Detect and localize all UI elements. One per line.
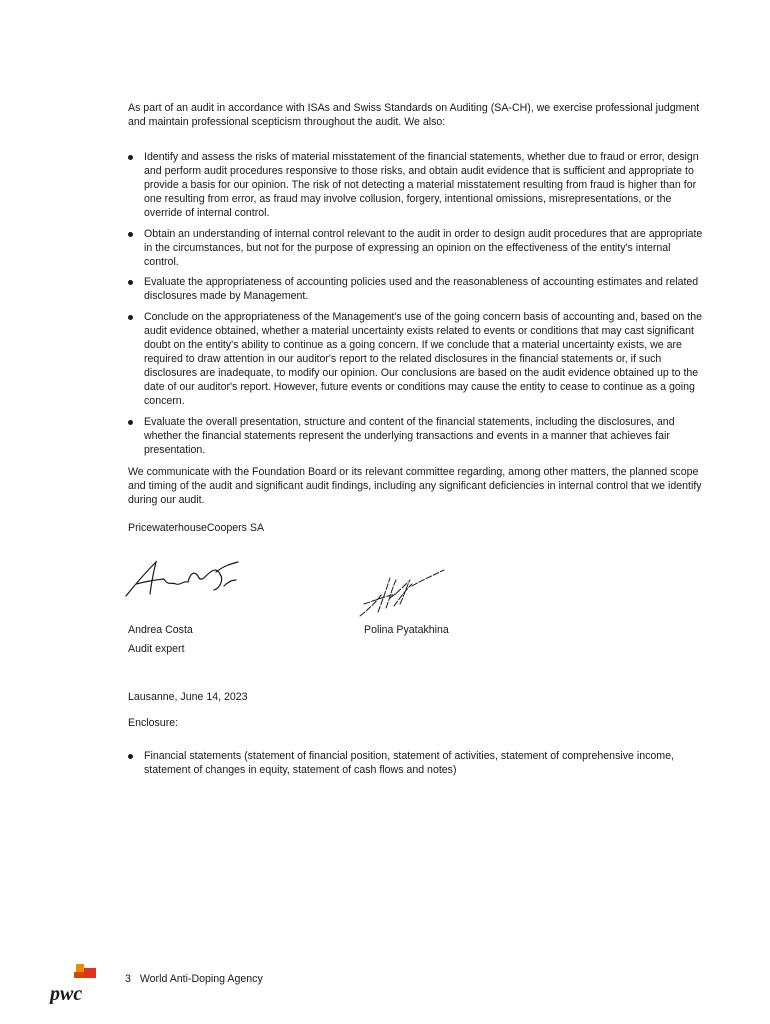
bullet-text: Evaluate the overall presentation, structure and content of the financial statements, including the disclosures, and whether the financial statements represent the underlying transactions and events in a manner that achieves fair presentation.	[144, 416, 675, 456]
bullet-item-accounting-policies	[128, 275, 708, 303]
bullet-dot	[128, 280, 133, 285]
bullet-dot	[128, 754, 133, 759]
bullet-item-internal-control	[128, 227, 708, 269]
bullet-text: Identify and assess the risks of material misstatement of the financial statements, whether due to fraud or error, design and perform audit procedures responsive to those risks, and obtain audit evidence that is sufficient and appropriate to provide a basis for our opinion. The risk of not detecting a material misstatement resulting from fraud is higher than for one resulting from error, as fraud may involve collusion, forgery, intentional omissions, misrepresentations, or the override of internal control.	[144, 151, 699, 219]
bullet-text: Evaluate the appropriateness of accounting policies used and the reasonableness of accounting estimates and related disclosures made by Management.	[144, 276, 699, 302]
footer-organisation: World Anti-Doping Agency	[139, 973, 263, 985]
bullet-text: Obtain an understanding of internal control relevant to the audit in order to design audit procedures that are appropriate in the circumstances, but not for the purpose of expressing an opinion on the effectiveness of the entity's internal control.	[144, 228, 703, 268]
bullet-item-presentation	[128, 415, 708, 457]
signatory-left-name: Andrea Costa	[128, 624, 193, 636]
signature-polina-pyatakhina	[356, 568, 448, 623]
bullet-dot	[128, 232, 133, 237]
pwc-logo	[48, 962, 98, 1004]
bullet-dot	[128, 155, 133, 160]
signature-andrea-costa	[120, 556, 245, 606]
firm-name: PricewaterhouseCoopers SA	[128, 522, 265, 534]
bullet-dot	[128, 420, 133, 425]
enclosure-item	[128, 749, 708, 777]
bullet-dot	[128, 315, 133, 320]
page-footer	[125, 973, 263, 985]
signatory-right-name: Polina Pyatakhina	[364, 624, 449, 636]
enclosure-label: Enclosure:	[128, 717, 179, 729]
signatory-left-role: Audit expert	[128, 643, 185, 655]
communication-paragraph: We communicate with the Foundation Board or its relevant committee regarding, among other matters, the planned scope and timing of the audit and significant audit findings, including any significant deficiencies in internal control that we identify during our audit.	[128, 466, 702, 506]
bullet-text: Conclude on the appropriateness of the Management's use of the going concern basis of accounting and, based on the audit evidence obtained, whether a material uncertainty exists related to events or conditions that may cast significant doubt on the entity's ability to continue as a going concern. If we conclude that a material uncertainty exists, we are required to draw attention in our auditor's report to the related disclosures in the financial statements or, if such disclosures are inadequate, to modify our opinion. Our conclusions are based on the audit evidence obtained up to the date of our auditor's report. However, future events or conditions may cause the entity to cease to continue as a going concern.	[144, 311, 702, 407]
bullet-text: Financial statements (statement of financial position, statement of activities, statement of comprehensive income, statement of changes in equity, statement of cash flows and notes)	[144, 750, 674, 776]
page-number: 3	[125, 973, 131, 985]
intro-paragraph: As part of an audit in accordance with ISAs and Swiss Standards on Auditing (SA-CH), we exercise professional judgment and maintain professional scepticism throughout the audit. We also:	[128, 102, 700, 128]
bullet-item-risk-assessment	[128, 150, 708, 220]
pwc-logo-text: pwc	[50, 983, 83, 1004]
bullet-item-going-concern	[128, 310, 708, 408]
place-and-date: Lausanne, June 14, 2023	[128, 691, 248, 703]
